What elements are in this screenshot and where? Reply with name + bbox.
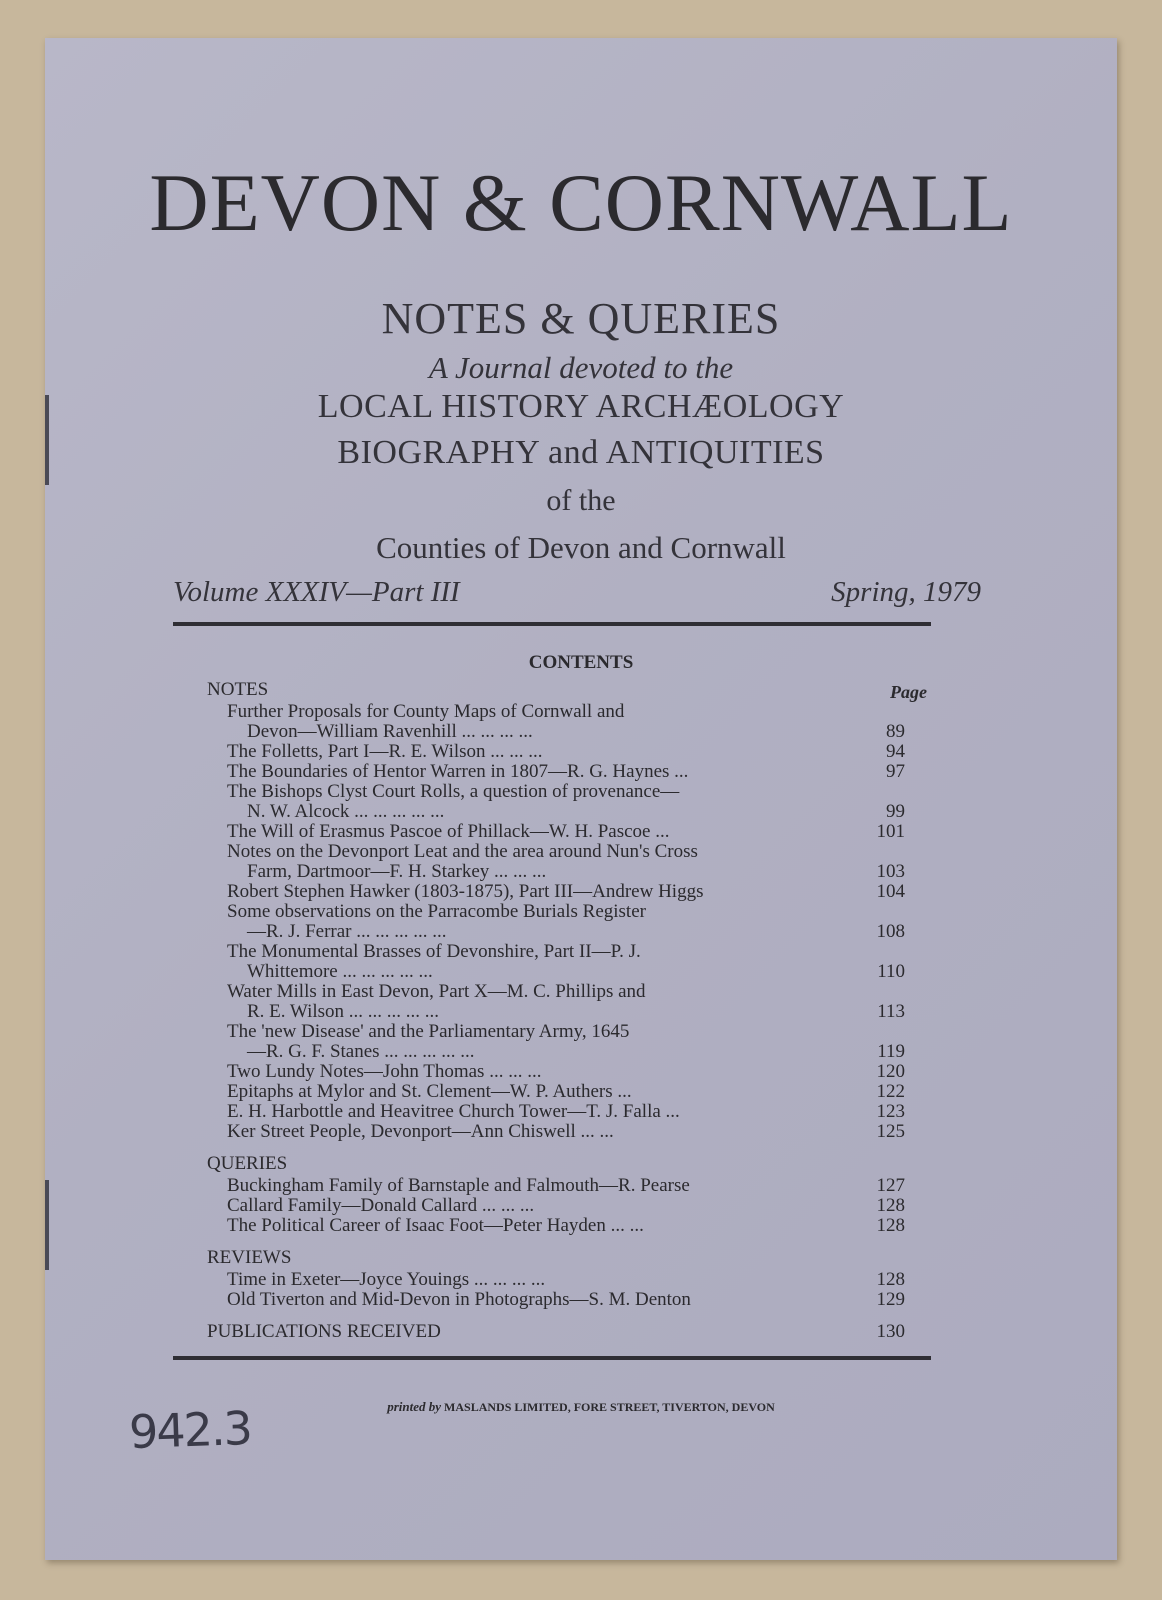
toc-entry — [207, 1196, 927, 1216]
toc-entry-line: Whittemore ... ... ... ... ... — [247, 961, 433, 982]
reviews-list — [207, 1270, 927, 1310]
toc-entry-line: Buckingham Family of Barnstaple and Falmouth—R. Pearse — [227, 1175, 690, 1196]
season-label: Spring, 1979 — [831, 576, 981, 608]
toc-entry-title — [227, 882, 787, 902]
toc-entry — [207, 702, 927, 742]
toc-entry-line: Some observations on the Parracombe Burials Register — [227, 901, 646, 922]
toc-entry — [207, 902, 927, 942]
toc-entry-page: 122 — [876, 1081, 905, 1102]
toc-entry-title — [227, 702, 787, 742]
reviews-section-header — [207, 1248, 927, 1270]
toc-entry-title — [227, 1122, 787, 1142]
journal-tagline: A Journal devoted to the — [428, 350, 734, 385]
queries-section-title: QUERIES — [207, 1153, 288, 1174]
journal-topics-line-4: Counties of Devon and Cornwall — [376, 530, 786, 565]
spine-staple-bottom — [45, 1180, 49, 1270]
spine-staple-top — [45, 395, 49, 485]
toc-entry — [207, 982, 927, 1022]
toc-entry-page: 101 — [876, 821, 905, 842]
top-divider — [173, 622, 931, 626]
toc-entry-line: The Boundaries of Hentor Warren in 1807—R. G. Haynes ... — [227, 761, 689, 782]
reviews-section-title: REVIEWS — [207, 1247, 292, 1268]
toc-entry — [207, 782, 927, 822]
toc-entry — [207, 842, 927, 882]
journal-subtitle: NOTES & QUERIES — [381, 294, 781, 343]
toc-entry-title — [227, 782, 787, 822]
toc-entry-line: The Folletts, Part I—R. E. Wilson ... ... ... — [227, 741, 543, 762]
toc-entry-title — [227, 982, 787, 1022]
toc-entry — [207, 1216, 927, 1236]
toc-entry-title — [227, 742, 787, 762]
toc-entry-line: E. H. Harbottle and Heavitree Church Tower—T. J. Falla ... — [227, 1101, 680, 1122]
toc-entry-title — [227, 1216, 787, 1236]
toc-entry-line: Water Mills in East Devon, Part X—M. C. Phillips and — [227, 981, 646, 1002]
toc-entry-line: The Bishops Clyst Court Rolls, a question of provenance— — [227, 781, 680, 802]
table-of-contents — [207, 680, 927, 1344]
toc-entry-title — [227, 1270, 787, 1290]
toc-entry-title — [227, 1176, 787, 1196]
toc-entry-page: 119 — [877, 1041, 905, 1062]
queries-list — [207, 1176, 927, 1236]
toc-entry-line: The 'new Disease' and the Parliamentary Army, 1645 — [227, 1021, 630, 1042]
toc-entry-title — [227, 942, 787, 982]
toc-entry — [207, 822, 927, 842]
toc-entry-page: 108 — [876, 921, 905, 942]
toc-entry-title — [227, 1022, 787, 1062]
toc-entry-title — [227, 1290, 787, 1310]
toc-entry-page: 103 — [876, 861, 905, 882]
printer-prefix: printed by — [387, 1399, 442, 1414]
toc-entry-page: 113 — [877, 1001, 905, 1022]
toc-entry-page: 125 — [876, 1121, 905, 1142]
journal-title: DEVON & CORNWALL — [149, 157, 1013, 248]
journal-topics-line-1: LOCAL HISTORY ARCHÆOLOGY — [317, 388, 845, 425]
toc-entry-title — [227, 1082, 787, 1102]
page-column-label: Page — [890, 682, 927, 702]
toc-entry — [207, 1102, 927, 1122]
notes-section-title: NOTES — [207, 679, 269, 700]
contents-heading: CONTENTS — [528, 652, 634, 673]
toc-entry-page: 99 — [886, 801, 905, 822]
toc-entry-line: Robert Stephen Hawker (1803-1875), Part III—Andrew Higgs — [227, 881, 704, 902]
toc-entry — [207, 1290, 927, 1310]
toc-entry-line: Devon—William Ravenhill ... ... ... ... — [247, 721, 533, 742]
journal-cover — [45, 38, 1117, 1560]
toc-entry-title — [227, 1196, 787, 1216]
toc-entry-page: 97 — [886, 761, 905, 782]
toc-entry — [207, 1122, 927, 1142]
toc-entry-title — [227, 822, 787, 842]
publications-received-page: 130 — [876, 1321, 905, 1342]
toc-entry-title — [227, 762, 787, 782]
toc-entry — [207, 882, 927, 902]
toc-entry-line: —R. G. F. Stanes ... ... ... ... ... — [247, 1041, 475, 1062]
toc-entry-page: 110 — [877, 961, 905, 982]
toc-entry-page: 94 — [886, 741, 905, 762]
toc-entry — [207, 1082, 927, 1102]
notes-list — [207, 702, 927, 1142]
toc-entry-title — [227, 842, 787, 882]
toc-entry-line: Two Lundy Notes—John Thomas ... ... ... — [227, 1061, 542, 1082]
toc-entry-page: 129 — [876, 1289, 905, 1310]
queries-section-header — [207, 1154, 927, 1176]
toc-entry-line: Farm, Dartmoor—F. H. Starkey ... ... ... — [247, 861, 547, 882]
publications-received-row — [207, 1322, 927, 1344]
toc-entry-title — [227, 1062, 787, 1082]
toc-entry — [207, 1176, 927, 1196]
toc-entry-line: Callard Family—Donald Callard ... ... ... — [227, 1195, 535, 1216]
toc-entry — [207, 1270, 927, 1290]
journal-topics-line-3: of the — [546, 484, 616, 517]
toc-entry-line: The Will of Erasmus Pascoe of Phillack—W. H. Pascoe ... — [227, 821, 670, 842]
toc-entry-line: Further Proposals for County Maps of Cornwall and — [227, 701, 625, 722]
toc-entry-line: Ker Street People, Devonport—Ann Chiswell ... ... — [227, 1121, 614, 1142]
toc-entry-page: 128 — [876, 1195, 905, 1216]
toc-entry — [207, 942, 927, 982]
notes-section-header — [207, 680, 927, 702]
toc-entry-line: Time in Exeter—Joyce Youings ... ... ... ... — [227, 1269, 546, 1290]
handwritten-classmark: 942.3 — [128, 1400, 252, 1460]
toc-entry — [207, 762, 927, 782]
toc-entry-page: 128 — [876, 1269, 905, 1290]
toc-entry — [207, 1022, 927, 1062]
toc-entry-line: The Political Career of Isaac Foot—Peter Hayden ... ... — [227, 1215, 644, 1236]
toc-entry-line: Notes on the Devonport Leat and the area around Nun's Cross — [227, 841, 698, 862]
journal-topics-line-2: BIOGRAPHY and ANTIQUITIES — [337, 434, 825, 471]
toc-entry-page: 123 — [876, 1101, 905, 1122]
toc-entry-title — [227, 902, 787, 942]
toc-entry-line: Epitaphs at Mylor and St. Clement—W. P. Authers ... — [227, 1081, 632, 1102]
toc-entry-line: Old Tiverton and Mid-Devon in Photographs—S. M. Denton — [227, 1289, 691, 1310]
volume-label: Volume XXXIV—Part III — [173, 576, 460, 608]
toc-entry-page: 128 — [876, 1215, 905, 1236]
toc-entry-page: 104 — [876, 881, 905, 902]
toc-entry-line: N. W. Alcock ... ... ... ... ... — [247, 801, 445, 822]
toc-entry-title — [227, 1102, 787, 1122]
bottom-divider — [173, 1356, 931, 1360]
toc-entry-line: R. E. Wilson ... ... ... ... ... — [247, 1001, 440, 1022]
toc-entry-line: —R. J. Ferrar ... ... ... ... ... — [247, 921, 447, 942]
printer-name: MASLANDS LIMITED, FORE STREET, TIVERTON, DEVON — [444, 1400, 775, 1414]
toc-entry-line: The Monumental Brasses of Devonshire, Part II—P. J. — [227, 941, 641, 962]
toc-entry-page: 120 — [876, 1061, 905, 1082]
toc-entry-page: 89 — [886, 721, 905, 742]
toc-entry — [207, 1062, 927, 1082]
toc-entry — [207, 742, 927, 762]
toc-entry-page: 127 — [876, 1175, 905, 1196]
publications-received-title: PUBLICATIONS RECEIVED — [207, 1321, 441, 1342]
